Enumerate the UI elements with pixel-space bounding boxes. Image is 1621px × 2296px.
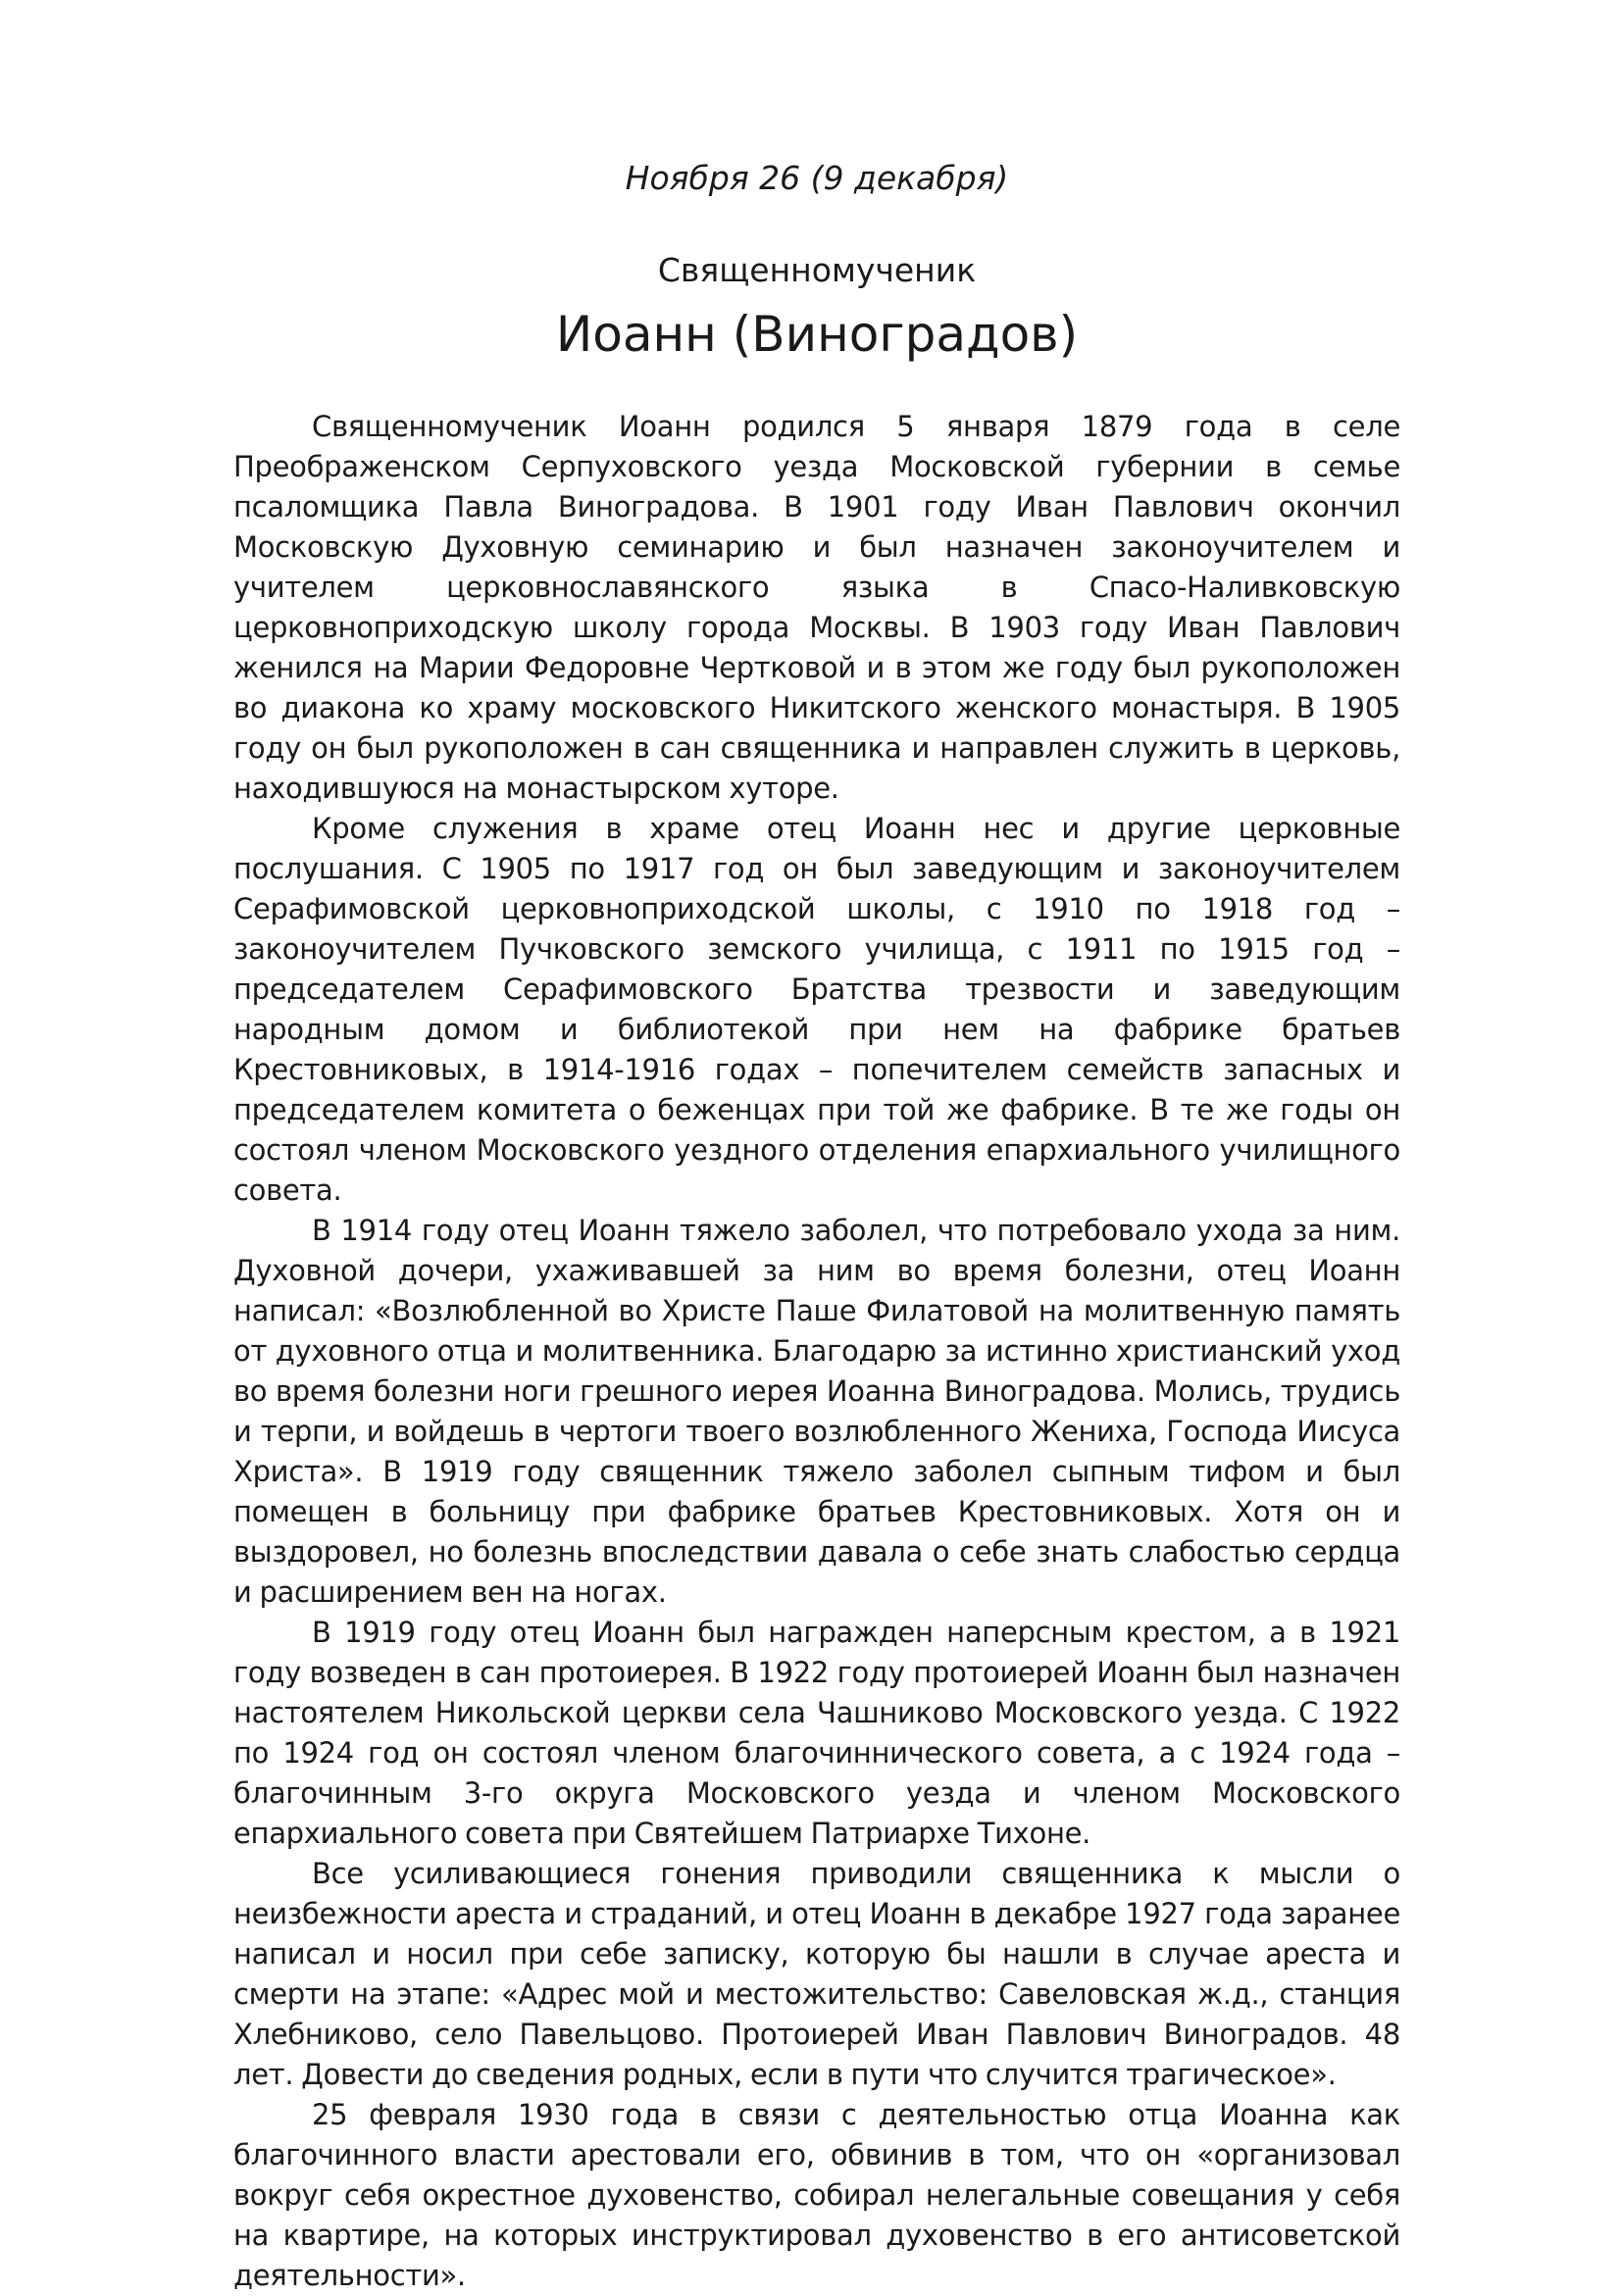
paragraph-4: В 1919 году отец Иоанн был награжден наперсным крестом, а в 1921 году возведен в сан протоиерея. В 1922 году протоиерей Иоанн был назначен настоятелем Никольской церкви села Чашниково Московского уезда. С 1922 по 1924 год он состоял членом благочиннического совета, а с 1924 года – благочинным 3-го округа Московского уезда и членом Московского епархиального совета при Святейшем Патриархе Тихоне. [233,1616,1400,1850]
paragraph-2: Кроме служения в храме отец Иоанн нес и другие церковные послушания. С 1905 по 1917 год он был заведующим и законоучителем Серафимовской церковноприходской школы, с 1910 по 1918 год – законоучителем Пучковского земского училища, с 1911 по 1915 год – председателем Серафимовского Братства трезвости и заведующим народным домом и библиотекой при нем на фабрике братьев Крестовниковых, в 1914-1916 годах – попечителем семейств запасных и председателем комитета о беженцах при той же фабрике. В те же годы он состоял членом Московского уездного отделения епархиального училищного совета. [233,812,1400,1207]
feast-date: Ноября 26 (9 декабря) [625,159,1009,197]
paragraph-3: В 1914 году отец Иоанн тяжело заболел, что потребовало ухода за ним. Духовной дочери, ухаживавшей за ним во время болезни, отец Иоанн написал: «Возлюбленной во Христе Паше Филатовой на молитвенную память от духовного отца и молитвенника. Благодарю за истинно христианский уход во время болезни ноги грешного иерея Иоанна Виноградова. Молись, трудись и терпи, и войдешь в чертоги твоего возлюбленного Жениха, Господа Иисуса Христа». В 1919 году священник тяжело заболел сыпным тифом и был помещен в больницу при фабрике братьев Крестовниковых. Хотя он и выздоровел, но болезнь впоследствии давала о себе знать слабостью сердца и расширением вен на ногах. [233,1214,1400,1609]
biography-text [233,407,1400,2296]
paragraph-6: 25 февраля 1930 года в связи с деятельностью отца Иоанна как благочинного власти арестовали его, обвинив в том, что он «организовал вокруг себя окрестное духовенство, собирал нелегальные совещания у себя на квартире, на которых инструктировал духовенство в его антисоветской деятельности». [233,2098,1400,2292]
saint-name: Иоанн (Виноградов) [555,306,1079,363]
paragraph-1: Священномученик Иоанн родился 5 января 1879 года в селе Преображенском Серпуховского уезда Московской губернии в семье псаломщика Павла Виноградова. В 1901 году Иван Павлович окончил Московскую Духовную семинарию и был назначен законоучителем и учителем церковнославянского языка в Спасо-Наливковскую церковноприходскую школу города Москвы. В 1903 году Иван Павлович женился на Марии Федоровне Чертковой и в этом же году был рукоположен во диакона ко храму московского Никитского женского монастыря. В 1905 году он был рукоположен в сан священника и направлен служить в церковь, находившуюся на монастырском хуторе. [233,410,1400,805]
saint-rank: Священномученик [657,251,977,289]
paragraph-5: Все усиливающиеся гонения приводили священника к мысли о неизбежности ареста и страданий, и отец Иоанн в декабре 1927 года заранее написал и носил при себе записку, которую бы нашли в случае ареста и смерти на этапе: «Адрес мой и местожительство: Савеловская ж.д., станция Хлебниково, село Павельцово. Протоиерей Иван Павлович Виноградов. 48 лет. Довести до сведения родных, если в пути что случится трагическое». [233,1857,1400,2091]
